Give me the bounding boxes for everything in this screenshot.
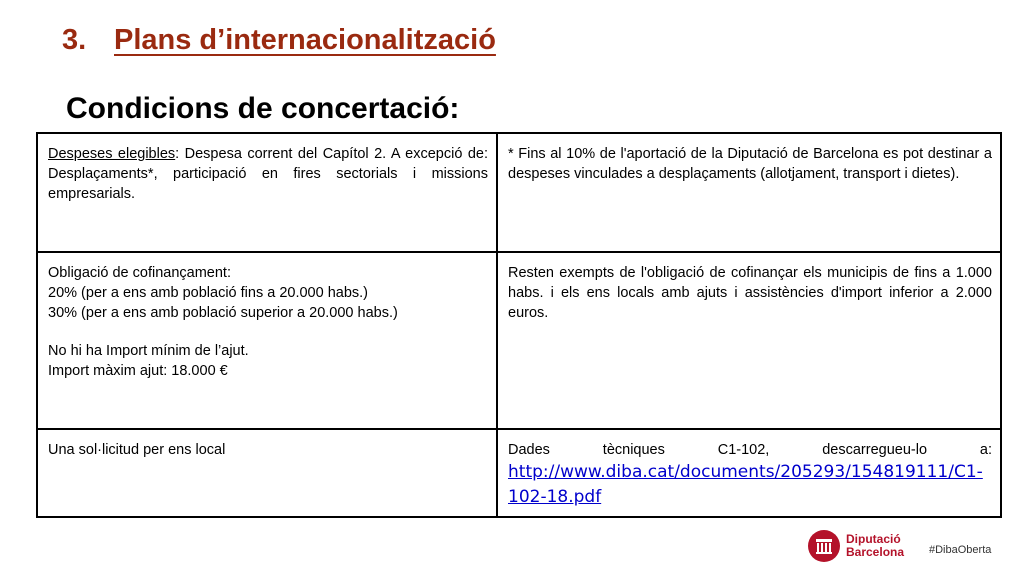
no-minimum-amount: No hi ha Import mínim de l’ajut.	[48, 343, 249, 359]
cofinancing-30: 30% (per a ens amb població superior a 20.000 habs.)	[48, 305, 398, 321]
diputacio-logo	[808, 530, 904, 562]
one-request-text: Una sol·licitud per ens local	[48, 442, 226, 458]
cofinancing-20: 20% (per a ens amb població fins a 20.000 habs.)	[48, 285, 369, 301]
section-heading	[62, 24, 496, 57]
cofinancing-title: Obligació de cofinançament:	[48, 265, 231, 281]
table-row	[37, 133, 1001, 252]
conditions-table	[36, 132, 1002, 518]
maximum-amount: Import màxim ajut: 18.000 €	[48, 363, 228, 379]
logo-line2: Barcelona	[846, 545, 905, 559]
logo-line1: Diputació	[846, 532, 901, 546]
section-title: Plans d’internacionalització	[114, 24, 496, 56]
technical-data-link[interactable]: http://www.diba.cat/documents/205293/154819111/C1-102-18.pdf	[508, 462, 983, 507]
table-cell-cofinancing	[37, 252, 497, 429]
exemptions-text: Resten exempts de l'obligació de cofinançar els municipis de fins a 1.000 habs. i els ens locals amb ajuts i assistències d'import inferior a 2.000 euros.	[508, 265, 992, 321]
table-cell-eligible-expenses	[37, 133, 497, 252]
logo-text	[846, 533, 904, 559]
section-number: 3.	[62, 24, 87, 56]
page-subtitle: Condicions de concertació:	[66, 92, 460, 125]
table-cell-travel-note	[497, 133, 1001, 252]
table-row	[37, 429, 1001, 517]
table-cell-one-request	[37, 429, 497, 517]
hashtag: #DibaOberta	[929, 544, 992, 556]
diputacio-emblem-icon	[808, 530, 840, 562]
technical-data-text: Dades tècniques C1-102, descarregueu-lo a:	[508, 442, 992, 458]
travel-note-text: * Fins al 10% de l'aportació de la Diputació de Barcelona es pot destinar a despeses vinculades a desplaçaments (allotjament, transport i dietes).	[508, 146, 992, 182]
table-cell-technical-data	[497, 429, 1001, 517]
eligible-expenses-text: : Despesa corrent del Capítol 2. A excepció de: Desplaçaments*, participació en fires sectorials i missions empresarials.	[48, 146, 488, 202]
table-row	[37, 252, 1001, 429]
eligible-expenses-label: Despeses elegibles	[48, 146, 176, 162]
table-cell-exemptions	[497, 252, 1001, 429]
